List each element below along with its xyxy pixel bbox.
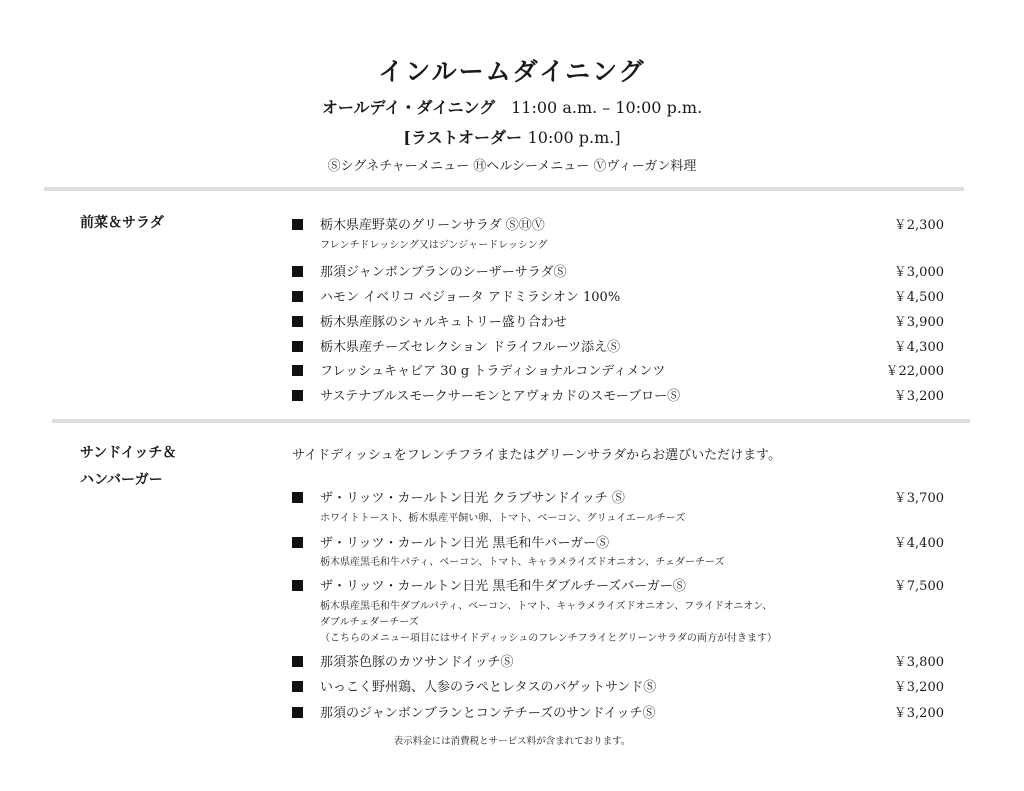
item-name: ザ・リッツ・カールトン日光 黒毛和牛ダブルチーズバーガーⓈ xyxy=(320,579,686,594)
item-price: ￥2,300 xyxy=(893,218,944,233)
menu-item xyxy=(292,214,944,238)
item-name: いっこく野州鶏、人参のラペとレタスのバゲットサンドⓈ xyxy=(320,680,657,695)
bullet-icon xyxy=(292,580,303,591)
item-description: 栃木県産黒毛和牛ダブルパティ、ベーコン、トマト、キャラメライズドオニオン、フライドオニオン、 xyxy=(320,601,773,612)
bullet-icon xyxy=(292,219,303,230)
item-name: フレッシュキャビア 30 g トラディショナルコンディメンツ xyxy=(320,364,666,379)
item-description: ホワイトトースト、栃木県産平飼い卵、トマト、ベーコン、グリュイエールチーズ xyxy=(320,513,686,524)
item-price: ￥4,300 xyxy=(893,340,944,355)
bullet-icon xyxy=(292,656,303,667)
bullet-icon xyxy=(292,681,303,692)
item-description: 栃木県産黒毛和牛パティ、ベーコン、トマト、キャラメライズドオニオン、チェダーチーズ xyxy=(320,557,725,568)
last-order-time: 10:00 p.m.] xyxy=(527,128,621,147)
bullet-icon xyxy=(292,341,303,352)
divider-middle xyxy=(52,419,970,423)
section-title-line: ハンバーガー xyxy=(80,472,163,488)
bullet-icon xyxy=(292,316,303,327)
menu-item xyxy=(292,651,944,675)
menu-item xyxy=(292,286,944,310)
menu-item xyxy=(292,261,944,285)
menu-item xyxy=(292,575,944,599)
item-name: サステナブルスモークサーモンとアヴォカドのスモーブローⓈ xyxy=(320,389,681,404)
section-title-appetizers: 前菜＆サラダ xyxy=(80,215,164,231)
item-price: ￥3,700 xyxy=(893,491,944,506)
item-price: ￥3,800 xyxy=(893,655,944,670)
item-name: 那須茶色豚のカツサンドイッチⓈ xyxy=(320,655,514,670)
item-price: ￥3,900 xyxy=(893,315,944,330)
bullet-icon xyxy=(292,390,303,401)
menu-item xyxy=(292,532,944,556)
menu-item xyxy=(292,385,944,409)
menu-item xyxy=(292,360,944,384)
section-intro: サイドディッシュをフレンチフライまたはグリーンサラダからお選びいただけます。 xyxy=(292,448,782,463)
tax-note: 表示料金には消費税とサービス料が含まれております。 xyxy=(393,736,631,747)
menu-item xyxy=(292,487,944,511)
bullet-icon xyxy=(292,537,303,548)
menu-item xyxy=(292,311,944,335)
item-name: ザ・リッツ・カールトン日光 黒毛和牛バーガーⓈ xyxy=(320,536,610,551)
item-name: 那須のジャンボンブランとコンテチーズのサンドイッチⓈ xyxy=(320,706,656,721)
item-price: ￥7,500 xyxy=(893,579,944,594)
section-title-line: サンドイッチ＆ xyxy=(80,445,177,461)
bullet-icon xyxy=(292,266,303,277)
item-name: ザ・リッツ・カールトン日光 クラブサンドイッチ Ⓢ xyxy=(320,491,625,506)
menu-item xyxy=(292,702,944,726)
item-name: 栃木県産野菜のグリーンサラダ ⓈⒽⓋ xyxy=(320,218,545,233)
hours-label: オールデイ・ダイニング xyxy=(321,98,496,117)
bullet-icon xyxy=(292,365,303,376)
page-title: インルームダイニング xyxy=(378,57,646,86)
menu-item xyxy=(292,676,944,700)
menu-legend: Ⓢシグネチャーメニュー Ⓗヘルシーメニュー Ⓥヴィーガン料理 xyxy=(327,159,697,174)
menu-item xyxy=(292,336,944,360)
item-price: ￥3,000 xyxy=(893,265,944,280)
bullet-icon xyxy=(292,492,303,503)
divider-top xyxy=(44,187,964,191)
item-description: ダブルチェダーチーズ xyxy=(320,617,419,628)
last-order-line xyxy=(0,125,1024,148)
item-price: ￥4,400 xyxy=(893,536,944,551)
item-name: 栃木県産豚のシャルキュトリー盛り合わせ xyxy=(320,315,567,330)
hours-line xyxy=(0,95,1024,118)
bullet-icon xyxy=(292,291,303,302)
item-price: ￥22,000 xyxy=(885,364,944,379)
item-name: ハモン イベリコ ベジョータ アドミラシオン 100% xyxy=(320,290,621,305)
item-price: ￥3,200 xyxy=(893,706,944,721)
item-price: ￥4,500 xyxy=(893,290,944,305)
item-note: （こちらのメニュー項目にはサイドディッシュのフレンチフライとグリーンサラダの両方が付きます） xyxy=(320,633,778,644)
item-price: ￥3,200 xyxy=(893,389,944,404)
hours-time: 11:00 a.m. – 10:00 p.m. xyxy=(511,98,703,117)
item-description: フレンチドレッシング又はジンジャードレッシング xyxy=(320,240,548,251)
item-name: 那須ジャンボンブランのシーザーサラダⓈ xyxy=(320,265,567,280)
item-price: ￥3,200 xyxy=(893,680,944,695)
item-name: 栃木県産チーズセレクション ドライフルーツ添えⓈ xyxy=(320,340,621,355)
last-order-label: [ラストオーダー xyxy=(403,128,522,147)
bullet-icon xyxy=(292,707,303,718)
section-title-sandwiches xyxy=(80,440,176,494)
